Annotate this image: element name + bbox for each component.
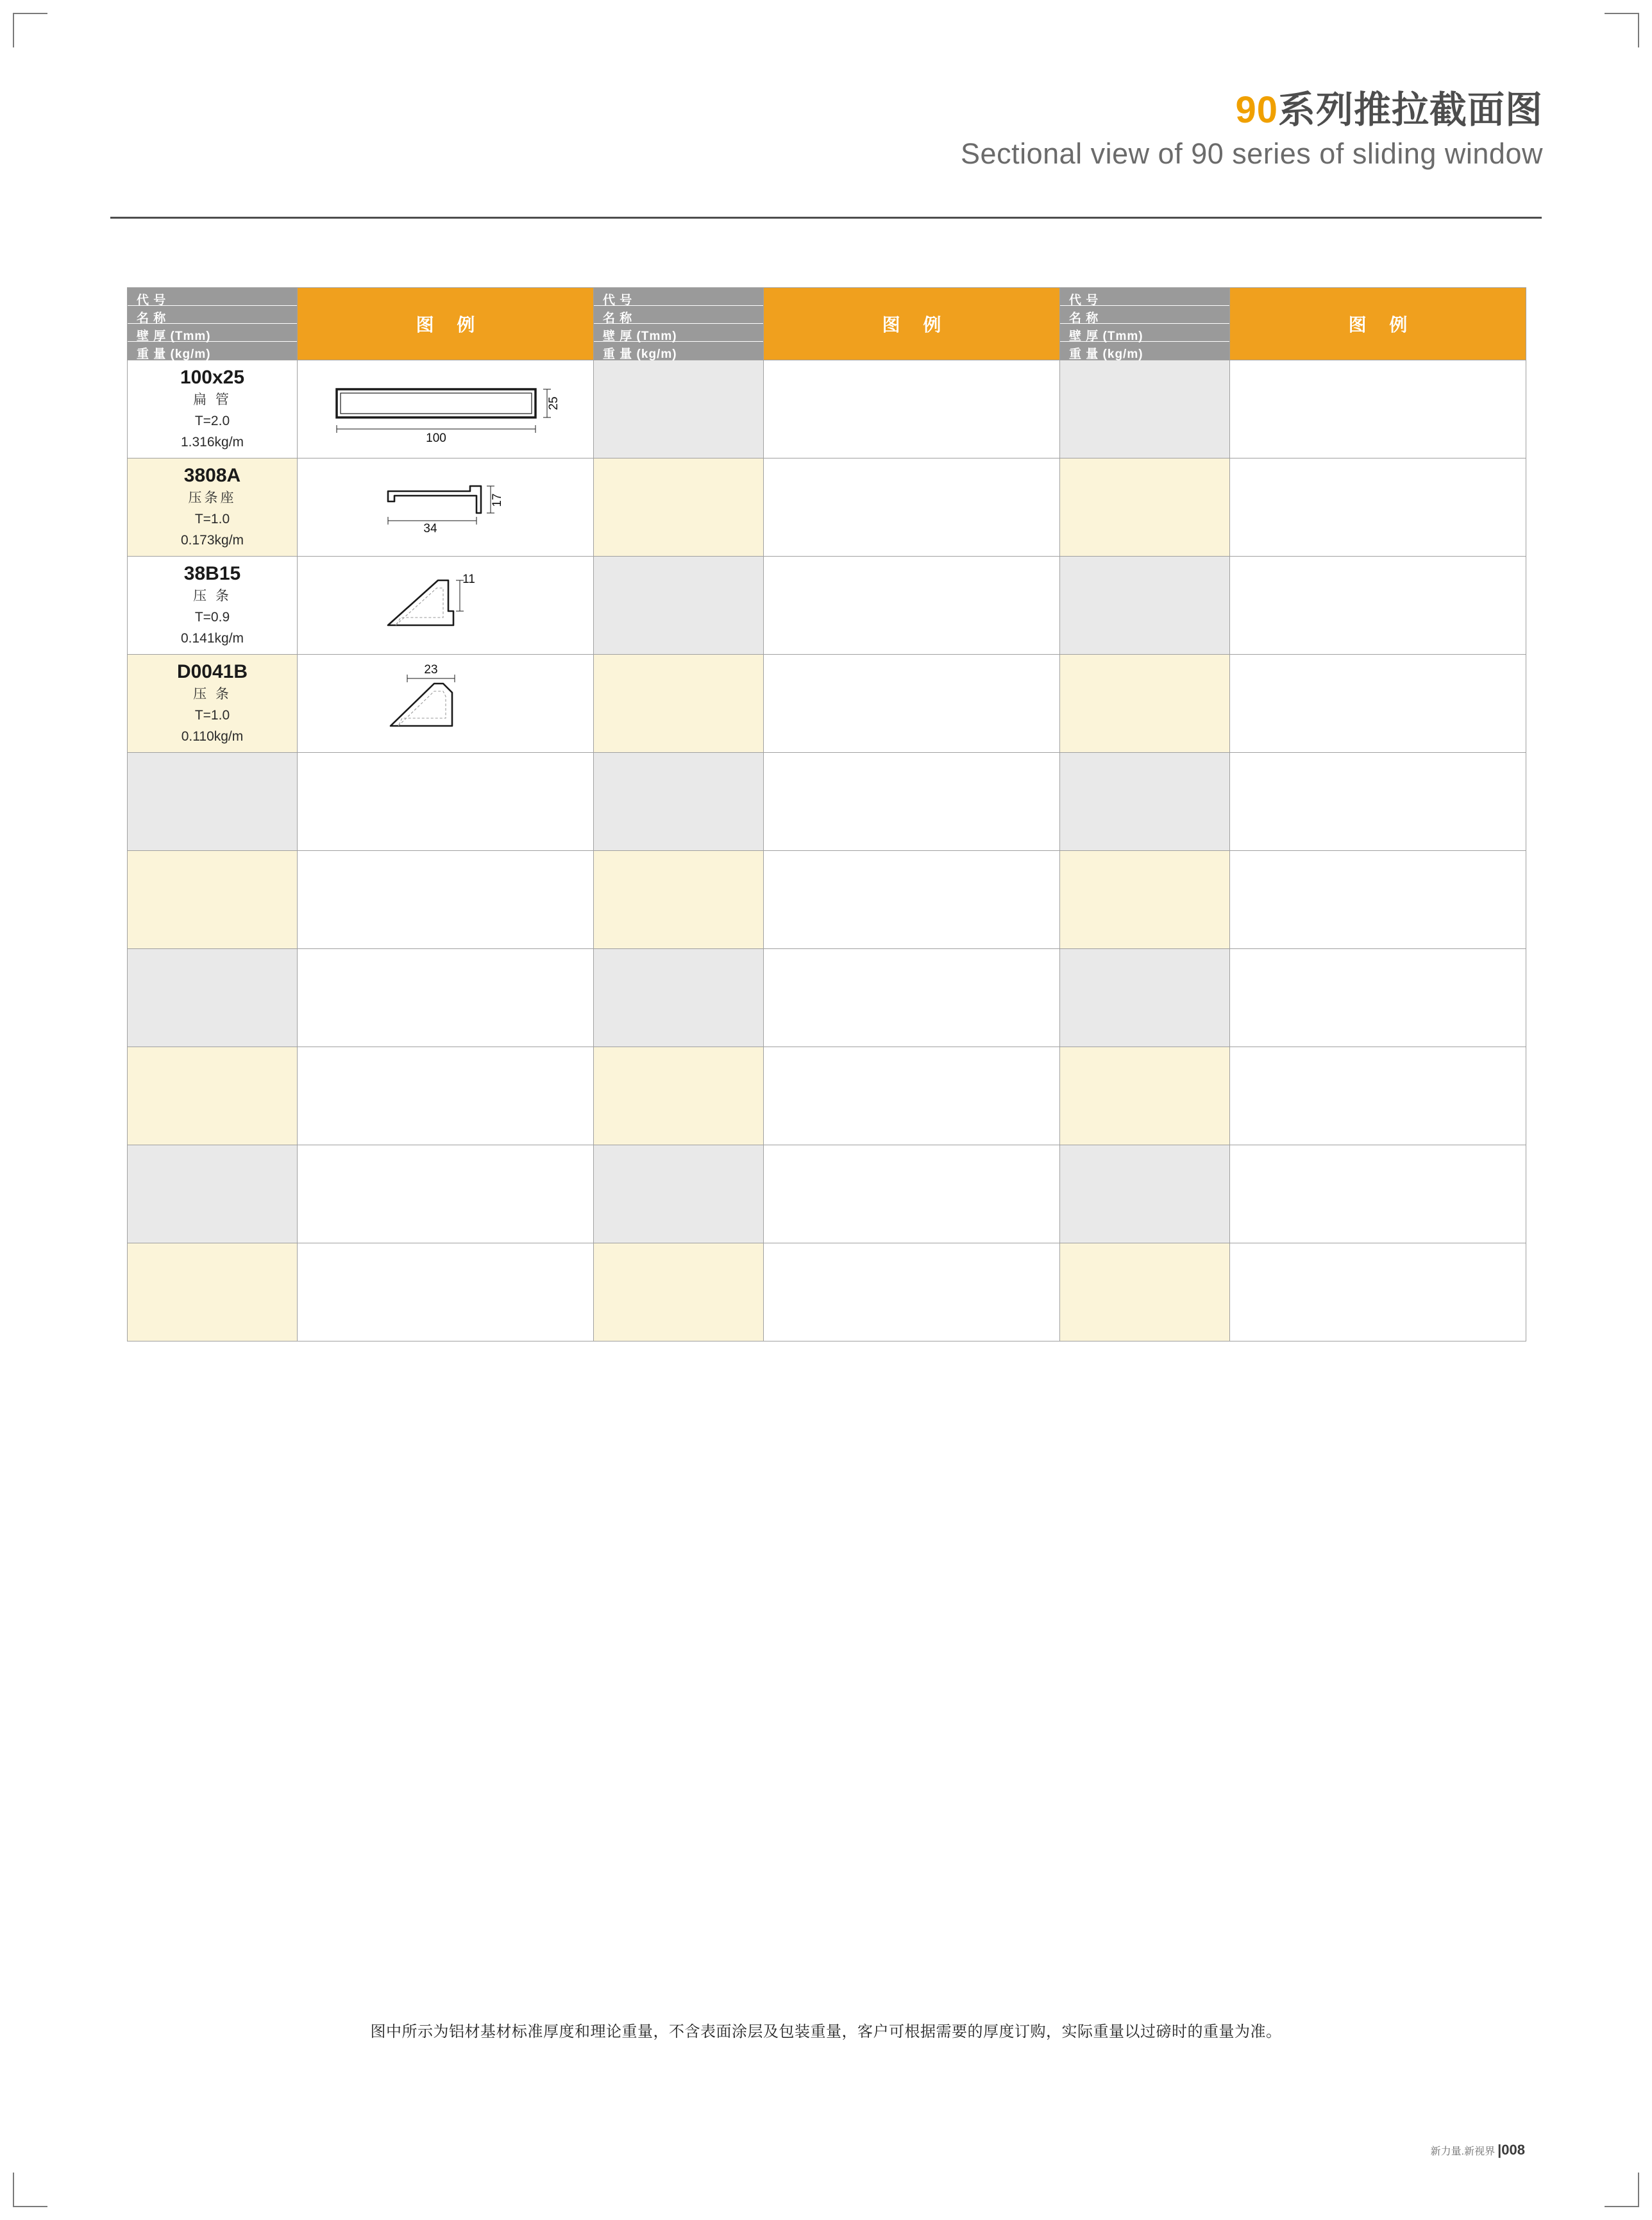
table-row [128,458,1526,557]
empty-figure-cell [764,557,1060,655]
profile-name: 扁 管 [193,392,232,408]
profile-weight: 0.141kg/m [180,630,244,646]
profile-figure-cell [298,458,594,557]
header-label-weight: 重 量 (kg/m) [128,342,297,360]
empty-figure-cell [1230,557,1526,655]
page-subtitle: Sectional view of 90 series of sliding window [961,137,1543,170]
header-label-name: 名 称 [1060,306,1229,324]
profile-name: 压 条 [193,687,232,702]
profile-table-wrapper [127,287,1526,1341]
empty-figure-cell [1230,458,1526,557]
profile-weight: 1.316kg/m [180,434,244,450]
header-label-weight: 重 量 (kg/m) [594,342,763,360]
empty-info-cell [594,949,764,1047]
empty-figure-cell [764,753,1060,851]
empty-info-cell [1060,949,1230,1047]
empty-info-cell [128,1047,298,1145]
profile-thickness: T=0.9 [194,610,230,625]
profile-thickness: T=1.0 [194,708,230,723]
profile-info-cell [128,458,298,557]
crop-mark-bottom-right [1605,2173,1639,2207]
empty-figure-cell [298,851,594,949]
empty-figure-cell [764,1047,1060,1145]
profile-info-cell [128,655,298,753]
page-footer [1431,2142,1525,2158]
crop-mark-bottom-left [13,2173,47,2207]
page-title-rest: 系列推拉截面图 [1277,89,1543,131]
empty-info-cell [1060,655,1230,753]
empty-info-cell [594,753,764,851]
header-label-code: 代 号 [128,288,297,306]
table-row [128,557,1526,655]
page-title-series-number: 90 [1235,89,1278,131]
empty-info-cell [1060,851,1230,949]
bead-1-diagram [298,557,593,654]
dim-height-label: 11 [462,573,475,586]
empty-figure-cell [298,1243,594,1341]
profile-weight: 0.110kg/m [181,728,244,744]
empty-figure-cell [298,1047,594,1145]
empty-figure-cell [1230,1047,1526,1145]
bead-base-diagram [298,458,593,556]
flat-tube-diagram [298,360,593,458]
table-row [128,655,1526,753]
table-row [128,949,1526,1047]
header-figure-col3: 图 例 [1230,288,1526,360]
empty-figure-cell [298,949,594,1047]
header-label-weight: 重 量 (kg/m) [1060,342,1229,360]
empty-info-cell [1060,557,1230,655]
header-label-name: 名 称 [594,306,763,324]
table-row [128,1243,1526,1341]
empty-figure-cell [1230,753,1526,851]
header-label-name: 名 称 [128,306,297,324]
empty-figure-cell [298,753,594,851]
header-divider [110,217,1542,219]
empty-info-cell [594,851,764,949]
bead-2-diagram [298,655,593,752]
dim-height-label: 17 [490,493,504,507]
header-label-thickness: 壁 厚 (Tmm) [128,324,297,342]
empty-info-cell [1060,1145,1230,1243]
profile-code: D0041B [176,660,248,682]
dim-width-label: 34 [423,522,437,535]
empty-figure-cell [764,851,1060,949]
profile-weight: 0.173kg/m [180,532,244,548]
table-row [128,360,1526,458]
table-row [128,753,1526,851]
table-header-row [128,288,1526,360]
empty-figure-cell [764,360,1060,458]
empty-info-cell [594,458,764,557]
header-label-thickness: 壁 厚 (Tmm) [594,324,763,342]
crop-mark-top-left [13,13,47,47]
profile-name: 压条座 [188,491,237,506]
table-row [128,851,1526,949]
header-labels-col3 [1060,288,1230,360]
empty-info-cell [1060,1047,1230,1145]
header-figure-col1: 图 例 [298,288,594,360]
empty-info-cell [594,1047,764,1145]
empty-figure-cell [1230,1145,1526,1243]
empty-info-cell [594,360,764,458]
empty-info-cell [128,1145,298,1243]
profile-table [127,287,1526,1341]
profile-code: 100x25 [180,366,245,388]
empty-figure-cell [764,949,1060,1047]
header-label-code: 代 号 [594,288,763,306]
empty-figure-cell [764,655,1060,753]
page-number: |008 [1497,2142,1525,2158]
profile-thickness: T=1.0 [194,512,230,526]
empty-figure-cell [1230,360,1526,458]
crop-mark-top-right [1605,13,1639,47]
empty-figure-cell [1230,949,1526,1047]
dim-height-label: 25 [546,396,560,410]
page-header [109,90,1543,171]
profile-name: 压 条 [193,589,232,604]
table-row [128,1145,1526,1243]
empty-info-cell [1060,360,1230,458]
header-label-code: 代 号 [1060,288,1229,306]
footer-brand: 新力量.新视界 [1430,2146,1496,2157]
header-figure-col2: 图 例 [764,288,1060,360]
empty-figure-cell [298,1145,594,1243]
empty-figure-cell [764,1243,1060,1341]
empty-figure-cell [1230,851,1526,949]
dim-width-label: 23 [423,663,438,677]
empty-info-cell [594,557,764,655]
empty-info-cell [1060,753,1230,851]
empty-info-cell [594,1243,764,1341]
empty-info-cell [1060,458,1230,557]
profile-thickness: T=2.0 [194,414,230,428]
header-labels-col1 [128,288,298,360]
header-label-thickness: 壁 厚 (Tmm) [1060,324,1229,342]
empty-figure-cell [764,458,1060,557]
profile-code: 3808A [183,464,241,486]
empty-figure-cell [1230,655,1526,753]
empty-figure-cell [1230,1243,1526,1341]
table-row [128,1047,1526,1145]
empty-info-cell [128,851,298,949]
profile-figure-cell [298,655,594,753]
empty-info-cell [128,1243,298,1341]
profile-info-cell [128,360,298,458]
empty-info-cell [1060,1243,1230,1341]
page-title [109,90,1543,131]
profile-code: 38B15 [183,562,241,584]
empty-info-cell [594,1145,764,1243]
empty-info-cell [128,949,298,1047]
empty-info-cell [594,655,764,753]
footnote: 图中所示为铝材基材标准厚度和理论重量，不含表面涂层及包装重量，客户可根据需要的厚度订购，实际重量以过磅时的重量为准。 [370,2023,1282,2040]
profile-figure-cell [298,360,594,458]
empty-info-cell [128,753,298,851]
profile-figure-cell [298,557,594,655]
empty-figure-cell [764,1145,1060,1243]
header-labels-col2 [594,288,764,360]
profile-info-cell [128,557,298,655]
dim-width-label: 100 [425,432,446,445]
